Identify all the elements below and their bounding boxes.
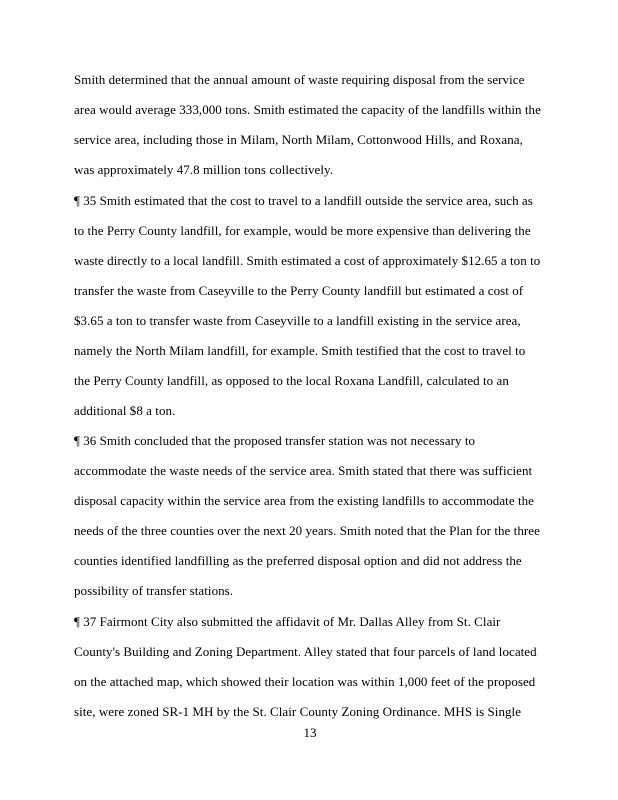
body-text-line: accommodate the waste needs of the service area. Smith stated that there was sufficient: [74, 463, 533, 478]
body-text-line: counties identified landfilling as the preferred disposal option and did not address the: [74, 553, 522, 568]
paragraph-35-start: ¶ 35 Smith estimated that the cost to travel to a landfill outside the service area, such as: [74, 193, 533, 208]
paragraph-37-start: ¶ 37 Fairmont City also submitted the affidavit of Mr. Dallas Alley from St. Clair: [74, 614, 501, 629]
body-text-line: disposal capacity within the service area from the existing landfills to accommodate the: [74, 493, 534, 508]
page-number: 13: [303, 725, 317, 740]
body-text-line: transfer the waste from Caseyville to the Perry County landfill but estimated a cost of: [74, 283, 524, 298]
body-text-line: service area, including those in Milam, North Milam, Cottonwood Hills, and Roxana,: [74, 132, 523, 147]
body-text-line: needs of the three counties over the next 20 years. Smith noted that the Plan for the three: [74, 523, 540, 538]
body-text-line: the Perry County landfill, as opposed to the local Roxana Landfill, calculated to an: [74, 373, 509, 388]
body-text-line: site, were zoned SR-1 MH by the St. Clair County Zoning Ordinance. MHS is Single: [74, 704, 522, 719]
body-text-line: possibility of transfer stations.: [74, 583, 234, 598]
paragraph-36-start: ¶ 36 Smith concluded that the proposed transfer station was not necessary to: [74, 433, 476, 448]
body-text-line: on the attached map, which showed their location was within 1,000 feet of the proposed: [74, 674, 536, 689]
body-text-line: Smith determined that the annual amount of waste requiring disposal from the service: [74, 72, 525, 87]
body-text-line: $3.65 a ton to transfer waste from Caseyville to a landfill existing in the service area,: [74, 313, 521, 328]
body-text-line: additional $8 a ton.: [74, 403, 176, 418]
body-text-line: to the Perry County landfill, for example, would be more expensive than delivering the: [74, 223, 531, 238]
body-text-line: namely the North Milam landfill, for example. Smith testified that the cost to travel to: [74, 343, 526, 358]
body-text-line: County's Building and Zoning Department. Alley stated that four parcels of land located: [74, 644, 537, 659]
body-text-line: was approximately 47.8 million tons collectively.: [74, 162, 334, 177]
body-text-line: area would average 333,000 tons. Smith estimated the capacity of the landfills within the: [74, 102, 541, 117]
body-text-line: waste directly to a local landfill. Smith estimated a cost of approximately $12.65 a ton to: [74, 253, 541, 268]
